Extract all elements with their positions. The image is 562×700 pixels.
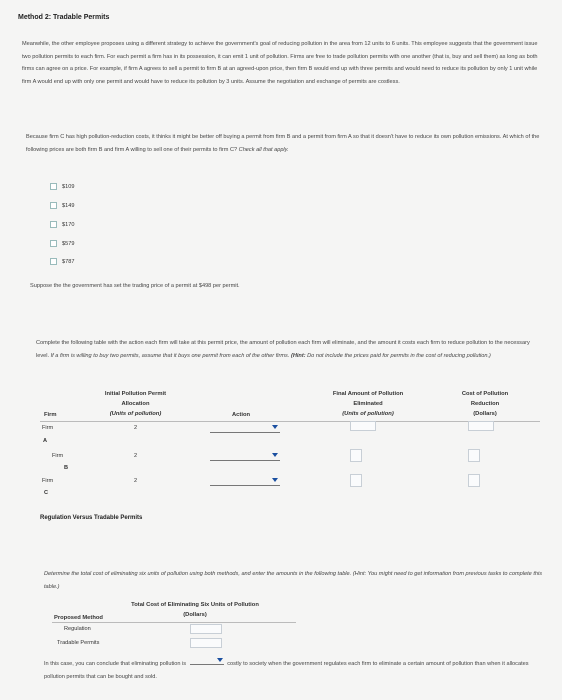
checkbox[interactable]	[50, 258, 57, 265]
regulation-cost-input[interactable]	[190, 624, 222, 634]
dropdown-arrow-icon	[272, 478, 278, 482]
header-line: Allocation	[121, 401, 150, 407]
option-label: $109	[62, 183, 75, 190]
method-label: Tradable Permits	[57, 640, 100, 646]
col-action-header: Action	[232, 412, 251, 418]
dropdown-arrow-icon	[272, 453, 278, 457]
question-instruction: Check all that apply.	[238, 146, 289, 153]
dropdown-arrow-icon	[272, 425, 278, 429]
table-instruction-italic: If a firm is willing to buy two permits, assume that it buys one permit from each of the other firms.	[50, 352, 290, 359]
firm-word: Firm	[42, 425, 54, 431]
option-109[interactable]	[50, 183, 74, 190]
hint-label: (Hint:	[290, 352, 306, 359]
hint-text: Do not include the prices paid for permits in the cost of reducing pollution.)	[307, 352, 491, 359]
question-paragraph	[26, 131, 541, 156]
option-579[interactable]	[50, 240, 74, 247]
option-787[interactable]	[50, 258, 74, 265]
eliminated-input[interactable]	[350, 474, 362, 487]
checkbox[interactable]	[50, 221, 57, 228]
option-label: $579	[62, 240, 75, 247]
checkbox[interactable]	[50, 202, 57, 209]
conclusion-dropdown[interactable]	[190, 657, 224, 665]
option-label: $170	[62, 221, 75, 228]
action-dropdown[interactable]	[210, 424, 280, 433]
header-line: (Units of pollution)	[109, 411, 162, 417]
allocation-value: 2	[134, 453, 138, 459]
question-text: Because firm C has high pollution-reduction costs, it thinks it might be better off buying a permit from firm B and a permit from firm A so that it doesn't have to reduce its own pollution emissions. At which of the following prices are both firm B and firm A willing to sell one of their permits to firm C?	[26, 134, 540, 153]
header-line: Total Cost of Eliminating Six Units of Pollution	[131, 602, 259, 608]
allocation-value: 2	[134, 478, 138, 484]
firm-word: Firm	[42, 478, 54, 484]
firm-letter: C	[44, 490, 49, 496]
price-statement: Suppose the the government has set the trading price of a permit at $498 per permit.	[30, 283, 240, 289]
cost-input[interactable]	[468, 449, 480, 462]
section-title: Method 2: Tradable Permits	[18, 14, 110, 21]
tradable-cost-input[interactable]	[190, 638, 222, 648]
header-line: Eliminated	[353, 401, 383, 407]
header-line: (Dollars)	[183, 612, 207, 618]
col-allocation-header	[88, 389, 183, 419]
dropdown-arrow-icon	[217, 658, 223, 662]
table-header-divider	[40, 421, 540, 422]
header-line: (Dollars)	[473, 411, 497, 417]
conclusion-before: In this case, you can conclude that eliminating pollution is	[44, 661, 187, 667]
header-line: Reduction	[470, 401, 500, 407]
header-line: Initial Pollution Permit	[104, 391, 167, 397]
firm-letter: B	[64, 465, 69, 471]
option-label: $787	[62, 258, 75, 265]
cost-input[interactable]	[468, 474, 480, 487]
option-label: $149	[62, 202, 75, 209]
col-total-cost-header	[120, 600, 270, 620]
firm-word: Firm	[52, 453, 64, 459]
table2-header-divider	[52, 622, 296, 623]
section2-instruction-text: Determine the total cost of eliminating six units of pollution using both methods, and enter the amounts in the following table.	[44, 571, 352, 577]
checkbox[interactable]	[50, 183, 57, 190]
header-line: Cost of Pollution	[461, 391, 509, 397]
col-eliminated-header	[318, 389, 418, 419]
action-dropdown[interactable]	[210, 477, 280, 486]
action-dropdown[interactable]	[210, 452, 280, 461]
col-firm-header: Firm	[44, 412, 57, 418]
header-line: Final Amount of Pollution	[332, 391, 404, 397]
col-method-header: Proposed Method	[54, 615, 103, 621]
conclusion	[44, 657, 544, 683]
intro-paragraph: Meanwhile, the other employee proposes using a different strategy to achieve the government's goal of reducing pollution in the area from 12 units to 6 units. This employee suggests that the government issue two pollution permits to each firm. For each permit a firm has in its possession, it can emit 1 unit of pollution. Firms are free to trade pollution permits with one another (that is, buy and sell them) as long as both firms can agree on a price. For example, if firm A agrees to sell a permit to firm B at an agreed-upon price, then firm B would end up with three permits and would need to reduce its pollution by only 1 unit while firm A would end up with only one permit and would have to reduce its pollution by 3 units. Assume the negotiation and exchange of permits are costless.	[22, 41, 538, 85]
option-170[interactable]	[50, 221, 74, 228]
conclusion-after: costly to society when the government regulates each firm to eliminate a certain amount of pollution than when it allocates pollution permits that can be bought and sold.	[44, 661, 529, 680]
col-cost-header	[445, 389, 525, 419]
option-149[interactable]	[50, 202, 74, 209]
checkbox[interactable]	[50, 240, 57, 247]
section2-hint: (Hint: You might need to get information from previous tasks to complete this table.)	[44, 571, 543, 590]
eliminated-input[interactable]	[350, 449, 362, 462]
firm-letter: A	[43, 438, 48, 444]
section2-title: Regulation Versus Tradable Permits	[40, 515, 143, 521]
table-instruction	[36, 337, 541, 362]
method-label: Regulation	[64, 626, 91, 632]
section2-instruction	[44, 568, 544, 593]
cost-input[interactable]	[468, 421, 494, 431]
table-instruction-text: Complete the following table with the action each firm will take at this permit price, the amount of pollution each firm will eliminate, and the amount it costs each firm to reduce pollution to the necessary level.	[36, 340, 530, 359]
eliminated-input[interactable]	[350, 421, 376, 431]
allocation-value: 2	[134, 425, 138, 431]
header-line: (Units of pollution)	[342, 411, 394, 417]
